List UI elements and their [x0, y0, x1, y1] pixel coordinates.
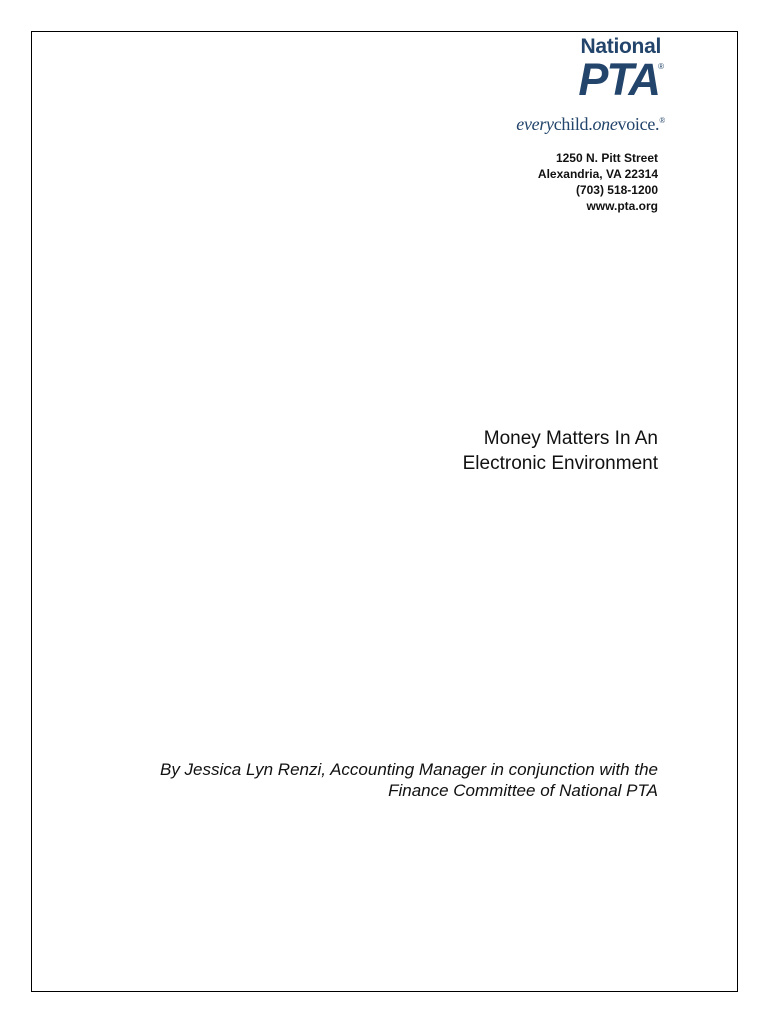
address-website: www.pta.org [586, 199, 658, 213]
tagline-every: every [516, 114, 554, 134]
tagline-one: one [592, 114, 618, 134]
address-phone: (703) 518-1200 [575, 183, 658, 197]
logo-tagline [516, 114, 665, 135]
logo-national-text: National [580, 35, 661, 58]
logo-registered-mark: ® [658, 62, 664, 71]
byline-line-1: By Jessica Lyn Renzi, Accounting Manager in conjunction with the [160, 760, 658, 779]
tagline-registered-mark: ® [659, 116, 665, 125]
address-block [538, 150, 658, 214]
tagline-child: child. [553, 114, 593, 134]
document-title [463, 426, 658, 476]
title-line-1: Money Matters In An [483, 428, 658, 449]
logo-pta-text: PTA [578, 54, 659, 105]
address-city: Alexandria, VA 22314 [537, 167, 658, 181]
author-byline [160, 759, 658, 801]
title-line-2: Electronic Environment [462, 453, 658, 474]
byline-line-2: Finance Committee of National PTA [388, 781, 658, 800]
national-pta-logo [515, 37, 665, 137]
tagline-voice: voice. [617, 114, 660, 134]
address-street: 1250 N. Pitt Street [555, 151, 658, 165]
